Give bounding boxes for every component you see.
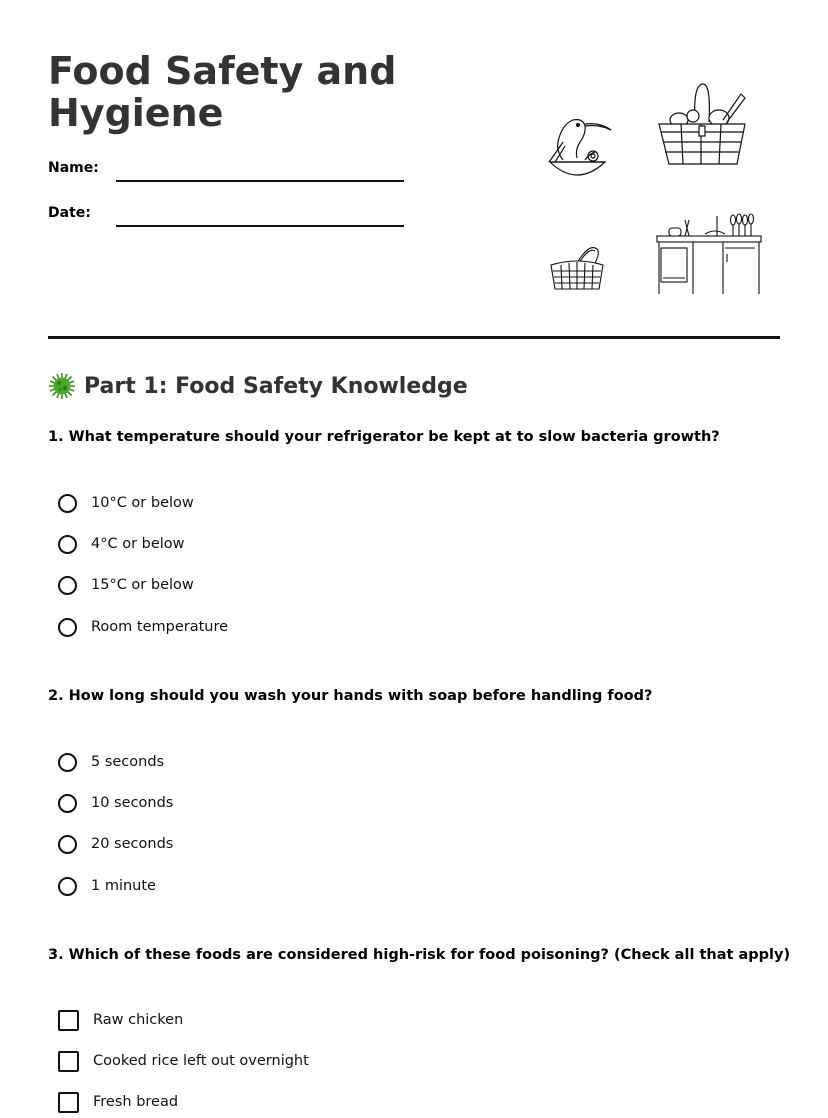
option-label: Fresh bread	[93, 1094, 179, 1110]
q3-option-1[interactable]	[58, 1008, 183, 1032]
section-heading	[48, 372, 468, 400]
option-label: 5 seconds	[91, 754, 165, 770]
header-divider	[48, 336, 780, 339]
radio-button[interactable]	[58, 794, 77, 813]
radio-button[interactable]	[58, 535, 77, 554]
question-2: 2. How long should you wash your hands with soap before handling food?	[48, 688, 653, 704]
option-label: 15°C or below	[91, 577, 194, 593]
q3-option-3[interactable]	[58, 1090, 178, 1114]
q2-option-1[interactable]	[58, 750, 164, 774]
checkbox[interactable]	[58, 1010, 79, 1031]
question-1: 1. What temperature should your refrigerator be kept at to slow bacteria growth?	[48, 429, 720, 445]
page-title: Food Safety and Hygiene	[48, 49, 397, 135]
radio-button[interactable]	[58, 576, 77, 595]
picnic-basket-icon	[657, 80, 747, 168]
q1-option-3[interactable]	[58, 573, 194, 597]
radio-button[interactable]	[58, 618, 77, 637]
q2-option-3[interactable]	[58, 832, 173, 856]
option-label: 20 seconds	[91, 836, 174, 852]
checkbox[interactable]	[58, 1051, 79, 1072]
name-label: Name:	[48, 160, 99, 176]
question-3: 3. Which of these foods are considered high-risk for food poisoning? (Check all that apply)	[48, 947, 791, 963]
q2-option-2[interactable]	[58, 791, 173, 815]
small-basket-icon	[549, 243, 605, 293]
option-label: Room temperature	[91, 619, 229, 635]
header-illustrations	[535, 75, 780, 300]
bird-on-bowl-icon	[545, 110, 610, 182]
option-label: Raw chicken	[93, 1012, 184, 1028]
kitchen-counter-icon	[655, 210, 765, 294]
date-label: Date:	[48, 205, 91, 221]
radio-button[interactable]	[58, 877, 77, 896]
q1-option-1[interactable]	[58, 491, 194, 515]
option-label: 10 seconds	[91, 795, 174, 811]
date-field[interactable]	[116, 225, 404, 227]
option-label: 4°C or below	[91, 536, 185, 552]
option-label: 1 minute	[91, 878, 156, 894]
germ-icon	[48, 372, 76, 400]
q1-option-2[interactable]	[58, 532, 185, 556]
q1-option-4[interactable]	[58, 615, 228, 639]
option-label: 10°C or below	[91, 495, 194, 511]
option-label: Cooked rice left out overnight	[93, 1053, 309, 1069]
radio-button[interactable]	[58, 494, 77, 513]
q3-option-2[interactable]	[58, 1049, 309, 1073]
section-title: Part 1: Food Safety Knowledge	[84, 373, 468, 399]
name-field[interactable]	[116, 180, 404, 182]
checkbox[interactable]	[58, 1092, 79, 1113]
q2-option-4[interactable]	[58, 874, 156, 898]
radio-button[interactable]	[58, 753, 77, 772]
radio-button[interactable]	[58, 835, 77, 854]
